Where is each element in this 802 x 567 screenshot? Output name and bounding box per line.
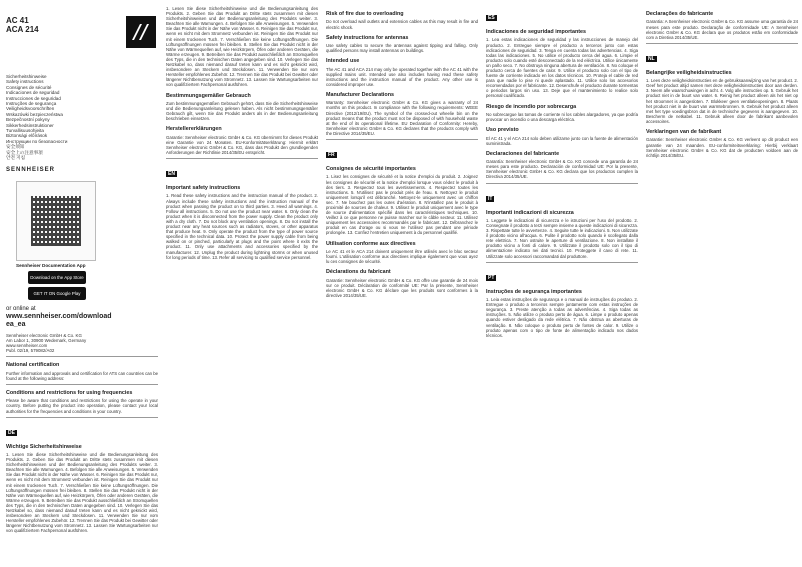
section-text: Warranty: Sennheiser electronic GmbH & Co. KG gives a warranty of 24 months on this product. In compliance with the following requirements: WEEE Directive (2012/19/EU). The symbol of the crossed-out wheelie bin on the product means that the product must not be disposed of with household waste at the end of its operational lifetime. EU Declaration of Conformity: Hereby, Sennheiser electronic GmbH & Co. KG declares that the products comply with the Directive 2014/35/EU. [326, 100, 478, 136]
language-badge: IT [488, 195, 493, 202]
section-text: Further information and approvals and certification for ATS can countries can be found at the following address: [6, 370, 158, 381]
section-text: Do not overload wall outlets and extension cables as this may result in fire and electric shock. [326, 19, 478, 30]
documentation-app-qr [16, 181, 96, 261]
section-text: 1. Lees deze veiligheidsinstructies en de gebruiksaanwijzing van het product. 2. Geef het product altijd samen met deze veiligheidsinstructies door aan derden. 3. Neem alle waarschuwingen in acht. 4. Volg alle instructies op. 5. Gebruik het product niet in de buurt van water. 6. Reinig het product alleen als het niet op het stroomnet is aangesloten. 7. Blokkeer geen ventilatieopeningen. 8. Plaats het product niet in de buurt van warmtebronnen. 9. Gebruik het product alleen met het type voedingsbron dat in de technische gegevens is aangegeven. 10. Bescherm de netkabel. 11. Gebruik alleen door de fabrikant aanbevolen accessoires. [646, 78, 798, 124]
divider [6, 384, 158, 385]
language-item: Instruções de segurança [6, 101, 57, 107]
section-title: Important safety instructions [166, 185, 241, 192]
online-download [6, 306, 158, 329]
company-address: Sennheiser electronic GmbH & Co. KG Am Labor 1, 30900 Wedemark, Germany www.sennheiser.com Publ. 02/19, 579082/A02 [6, 332, 87, 354]
language-item: Wskazówki bezpieczeństwa [6, 111, 63, 117]
section-title: Manufacturer Declarations [326, 91, 395, 98]
app-caption: Sennheiser Documentation App [16, 262, 86, 268]
model-line-1: AC 41 [6, 16, 29, 25]
section-title: Risk of fire due to overloading [326, 11, 404, 17]
language-list [6, 74, 158, 161]
language-item: Veiligheidsvoorschriften [6, 106, 55, 112]
language-item: Bezpečnostní pokyny [6, 117, 50, 123]
section-title: Safety instructions for antennas [326, 34, 409, 41]
column-1 [6, 6, 158, 563]
section-title: Belangrijke veiligheidsinstructies [646, 69, 732, 76]
language-badge: ES [488, 15, 495, 21]
section-text: Garantie: Sennheiser electronic GmbH & Co. KG übernimmt für dieses Produkt eine Garantie von 24 Monaten. EU-Konformitätserklärung: Hiermit erklärt Sennheiser electronic GmbH & Co. KG, dass das Produkt den grundlegenden Anforderungen der Richtlinie 2014/35/EU entspricht. [166, 134, 318, 155]
app-store-button[interactable]: Download on the App Store [28, 271, 86, 284]
column-4 [486, 6, 638, 563]
column-5 [646, 6, 798, 563]
section-title: Intended use [326, 58, 360, 65]
language-item: Sikkerhedsinstruktioner [6, 122, 54, 128]
section-title: Utilisation conforme aux directives [326, 240, 416, 247]
language-item: 安全上の注意事項 [6, 149, 43, 155]
section-title: Conditions and restrictions for using frequencies [6, 389, 133, 396]
section-text: El AC 41 y el ACA 214 solo deben utilizarse junto con la fuente de alimentación suministrada. [486, 135, 638, 146]
language-item: 안전 지침 [6, 155, 26, 161]
divider [6, 356, 158, 357]
section-text: Please be aware that conditions and restrictions for using the operate in your country. Before putting the product into operation, please contact your local authorities for the frequencies and conditions in your country. [6, 398, 158, 414]
language-badge: NL [648, 55, 655, 62]
section-text: 1. Lesen Sie diese Sicherheitshinweise und die Bedienungsanleitung des Produkts. 2. Geben Sie das Produkt an Dritte stets zusammen mit diesen Sicherheitshinweisen und der Bedienungsanleitung des Produkts weiter. 3. Beachten Sie alle Warnungen. 4. Befolgen Sie alle Anweisungen. 5. Verwenden Sie das Produkt nicht in der Nähe von Wasser. 6. Reinigen Sie das Produkt nur, wenn es nicht mit dem Stromnetz verbunden ist. Reinigen Sie das Produkt nur mit einem trockenen Tuch. 7. Verschließen Sie keine Lüftungsöffnungen. Die Lüftungsöffnungen müssen frei bleiben. 8. Stellen Sie das Produkt nicht in der Nähe von Wärmequellen auf, wie Heizkörpern, Öfen oder anderen Geräten, die Wärme erzeugen. 9. Betreiben Sie das Produkt ausschließlich an Stromquellen des Typs, die in den technischen Daten angegeben sind. 10. Verlegen Sie das Netzkabel so, dass niemand darauf treten kann und es nicht geknickt wird, insbesondere an Steckern und Steckdosen. 11. Verwenden Sie nur vom Hersteller empfohlenes Zubehör. 12. Trennen Sie das Produkt bei Gewitter oder längerer Nichtbenutzung vom Stromnetz. 13. Lassen Sie Wartungsarbeiten nur von qualifiziertem Fachpersonal ausführen. [166, 6, 318, 88]
language-item: Safety instructions [6, 79, 44, 85]
section-title: Instruções de segurança importantes [486, 288, 582, 295]
divider [6, 417, 158, 418]
section-text: 1. Lea estas indicaciones de seguridad y las instrucciones de manejo del producto. 2. Entregue siempre el producto a terceros junto con estas indicaciones de seguridad. 3. Tenga en cuenta todas las advertencias. 4. Siga todas las indicaciones. 5. No utilice el producto cerca del agua. 6. Limpie el producto solo cuando esté desconectado de la red eléctrica. Utilice únicamente un paño seco. 7. No obstruya ninguna abertura de ventilación. 8. No coloque el producto cerca de fuentes de calor. 9. Utilice el producto solo con el tipo de fuente de corriente indicado en los datos técnicos. 10. Proteja el cable de red para que nadie lo pise ni quede aplastado. 11. Utilice solo los accesorios recomendados por el fabricante. 12. Desenchufe el producto durante tormentas o periodos largos sin uso. 13. Deje que el mantenimiento lo realice solo personal cualificado. [486, 37, 638, 99]
download-link-suffix: ea_ea [6, 320, 26, 328]
download-link[interactable]: www.sennheiser.com/download [6, 312, 112, 320]
section-title: Riesgo de incendio por sobrecarga [486, 103, 577, 110]
section-title: Verklaringen van de fabrikant [646, 129, 722, 136]
language-item: Инструкции по безопасности [6, 138, 68, 144]
section-title: Declaraciones del fabricante [486, 150, 560, 157]
language-item: Instrucciones de seguridad [6, 95, 61, 101]
language-badge: EN [168, 171, 175, 178]
divider [486, 183, 638, 184]
language-item: 安全须知 [6, 144, 25, 150]
brand-name: SENNHEISER [6, 166, 56, 173]
section-title: Bestimmungsgemäßer Gebrauch [166, 92, 251, 99]
language-badge: PT [488, 274, 495, 281]
language-item: Consignes de sécurité [6, 84, 52, 90]
language-badge: FR [328, 152, 335, 159]
section-text: Le AC 41 et le ACA 214 doivent uniquement être utilisés avec le bloc secteur fourni. L'utilisation conforme aux directives implique également que vous ayez lu ces consignes de sécurité. [326, 248, 478, 265]
column-2 [166, 6, 318, 563]
section-text: 1. Leia estas instruções de segurança e o manual de instruções do produto. 2. Entregue o produto a terceiros sempre juntamente com estas instruções de segurança. 3. Preste atenção a todas as advertências. 4. Siga todas as instruções. 5. Não utilize o produto perto de água. 6. Limpe o produto apenas quando estiver desligado da rede elétrica. 7. Não obstrua as aberturas de ventilação. 8. Não coloque o produto perto de fontes de calor. 9. Utilize o produto apenas com o tipo de fonte de alimentação indicado nos dados técnicos. [486, 297, 638, 338]
section-text: 1. Read these safety instructions and the instruction manual of the product. 2. Always include these safety instructions and the instruction manual of the product when passing the product on to third parties. 3. Heed all warnings. 4. Follow all instructions. 5. Do not use the product near water. 6. Only clean the product when it is disconnected from the power supply. Clean the product only with a dry cloth. 7. Do not block any ventilation openings. 8. Do not install the product near any heat sources such as radiators, stoves, or other apparatus that produce heat. 9. Only operate the product from the type of power source specified in the technical data. 10. Protect the power supply cable from being walked on or pinched, particularly at plugs and the point where it exits the product. 11. Only use attachments and accessories specified by the manufacturer. 12. Unplug the product during lightning storms or when unused for long periods of time. 13. Refer all servicing to qualified service personnel. [166, 193, 318, 260]
model-line-2: ACA 214 [6, 25, 39, 34]
divider [326, 139, 478, 140]
section-title: Declarações do fabricante [646, 11, 714, 17]
section-text: Zum bestimmungsgemäßen Gebrauch gehört, dass Sie die Sicherheitshinweise und die Bedienungsanleitung gelesen haben. Als nicht bestimmungsgemäßer Gebrauch gilt, wenn Sie das Produkt anders als in der Bedienungsanleitung beschrieben einsetzen. [166, 100, 318, 122]
section-text: 1. Lisez les consignes de sécurité et la notice d'emploi du produit. 2. Joignez les consignes de sécurité et la notice d'emploi lorsque vous cédez le produit à des tiers. 3. Respectez tous les avertissements. 4. Respectez toutes les instructions. 5. N'utilisez pas le produit près de l'eau. 6. Nettoyez le produit uniquement lorsqu'il est débranché. Nettoyez-le uniquement avec un chiffon sec. 7. Ne bouchez pas les ouïes d'aération. 8. N'installez pas le produit à proximité de sources de chaleur. 9. Utilisez le produit uniquement avec le type de source d'alimentation spécifié dans les caractéristiques techniques. 10. Veillez à ce que personne ne puisse marcher sur le câble secteur. 11. Utilisez uniquement les accessoires recommandés par le fabricant. 12. Débranchez le produit en cas d'orage ou si vous ne l'utilisez pas pendant une période prolongée. 13. Confiez l'entretien uniquement à du personnel qualifié. [326, 174, 478, 236]
qr-code-icon [31, 196, 81, 246]
section-title: Indicaciones de seguridad importantes [486, 29, 587, 35]
divider [166, 158, 318, 159]
google-play-button[interactable]: GET IT ON Google Play [28, 287, 86, 300]
section-title: Importanti indicazioni di sicurezza [486, 209, 574, 216]
section-title: National certification [6, 362, 60, 369]
language-badge: DE [8, 429, 15, 436]
divider [646, 43, 798, 44]
section-title: Consignes de sécurité importantes [326, 166, 416, 173]
language-item: Sicherheitshinweise [6, 74, 47, 79]
section-title: Herstellererklärungen [166, 126, 222, 133]
divider [486, 262, 638, 263]
section-text: Garantía: Sennheiser electronic GmbH & Co. KG concede una garantía de 24 meses para este producto. Declaración de conformidad UE: Por la presente, Sennheiser electronic GmbH & Co. KG declara que los productos cumplen la Directiva 2014/35/UE. [486, 159, 638, 180]
section-text: Use safety cables to secure the antennas against tipping and falling. Only qualified persons may install antennas on buildings. [326, 43, 478, 54]
language-item: Turvallisuusohjeita [6, 128, 44, 134]
section-text: 1. Leggete le indicazioni di sicurezza e le istruzioni per l'uso del prodotto. 2. Consegnate il prodotto a terzi sempre insieme a queste indicazioni di sicurezza. 3. Rispettate tutte le avvertenze. 4. Seguite tutte le indicazioni. 5. Non utilizzate il prodotto vicino all'acqua. 6. Pulite il prodotto solo quando è scollegato dalla rete elettrica. 7. Non ostruite le aperture di ventilazione. 8. Non installate il prodotto vicino a fonti di calore. 9. Utilizzate il prodotto solo con il tipo di alimentazione indicato nei dati tecnici. 10. Proteggete il cavo di rete. 11. Utilizzate solo accessori raccomandati dal produttore. [486, 217, 638, 259]
header [6, 16, 158, 74]
section-title: Déclarations du fabricant [326, 269, 391, 276]
section-text: 1. Lesen Sie diese Sicherheitshinweise und die Bedienungsanleitung des Produkts. 2. Geben Sie das Produkt an Dritte stets zusammen mit diesen Sicherheitshinweisen und der Bedienungsanleitung des Produkts weiter. 3. Beachten Sie alle Warnungen. 4. Befolgen Sie alle Anweisungen. 5. Verwenden Sie das Produkt nicht in der Nähe von Wasser. 6. Reinigen Sie das Produkt nur, wenn es nicht mit dem Stromnetz verbunden ist. Reinigen Sie das Produkt nur mit einem trockenen Tuch. 7. Verschließen Sie keine Lüftungsöffnungen. Die Lüftungsöffnungen müssen frei bleiben. 8. Stellen Sie das Produkt nicht in der Nähe von Wärmequellen auf, wie Heizkörpern, Öfen oder anderen Geräten, die Wärme erzeugen. 9. Betreiben Sie das Produkt ausschließlich an Stromquellen des Typs, die in den technischen Daten angegeben sind. 10. Verlegen Sie das Netzkabel so, dass niemand darauf treten kann und es nicht geknickt wird, insbesondere an Steckern und Steckdosen. 11. Verwenden Sie nur vom Hersteller empfohlenes Zubehör. 12. Trennen Sie das Produkt bei Gewitter oder längerer Nichtbenutzung vom Stromnetz. 13. Lassen Sie Wartungsarbeiten nur von qualifiziertem Fachpersonal ausführen. [6, 452, 158, 534]
section-title: Uso previsto [486, 127, 519, 134]
column-3 [326, 6, 478, 563]
section-title: Wichtige Sicherheitshinweise [6, 443, 82, 450]
language-item: Biztonsági előírások [6, 133, 48, 139]
sennheiser-logo-icon [126, 16, 156, 48]
section-text: The AC 41 and ACA 214 may only be operated together with the AC 41 with the supplied mains unit. Intended use also includes having read these safety instructions and the instruction manual of the product. Any other use is considered improper use. [326, 66, 478, 87]
section-text: No sobrecargue las tomas de corriente ni los cables alargadores, ya que podría provocar un incendio o una descarga eléctrica. [486, 111, 638, 123]
section-text: Garantie: Sennheiser electronic GmbH & Co. KG verleent op dit product een garantie van 24 maanden. EU-conformiteitsverklaring: Hierbij verklaart Sennheiser electronic GmbH & Co. KG dat de producten voldoen aan de richtlijn 2014/35/EU. [646, 137, 798, 158]
online-prefix: or online at [6, 305, 36, 312]
section-text: Garantia: A Sennheiser electronic GmbH & Co. KG assume uma garantia de 24 meses para este produto. Declaração de conformidade UE: A Sennheiser electronic GmbH & Co. KG declara que os produtos estão em conformidade com a Diretiva 2014/35/UE. [646, 19, 798, 40]
language-item: Indicaciones de seguridad [6, 90, 60, 96]
section-text: Garantie: Sennheiser electronic GmbH & Co. KG offre une garantie de 24 mois sur ce produit. Déclaration de conformité UE: Par la présente, Sennheiser electronic GmbH & Co. KG déclare que les produits sont conformes à la directive 2014/35/UE. [326, 277, 478, 298]
